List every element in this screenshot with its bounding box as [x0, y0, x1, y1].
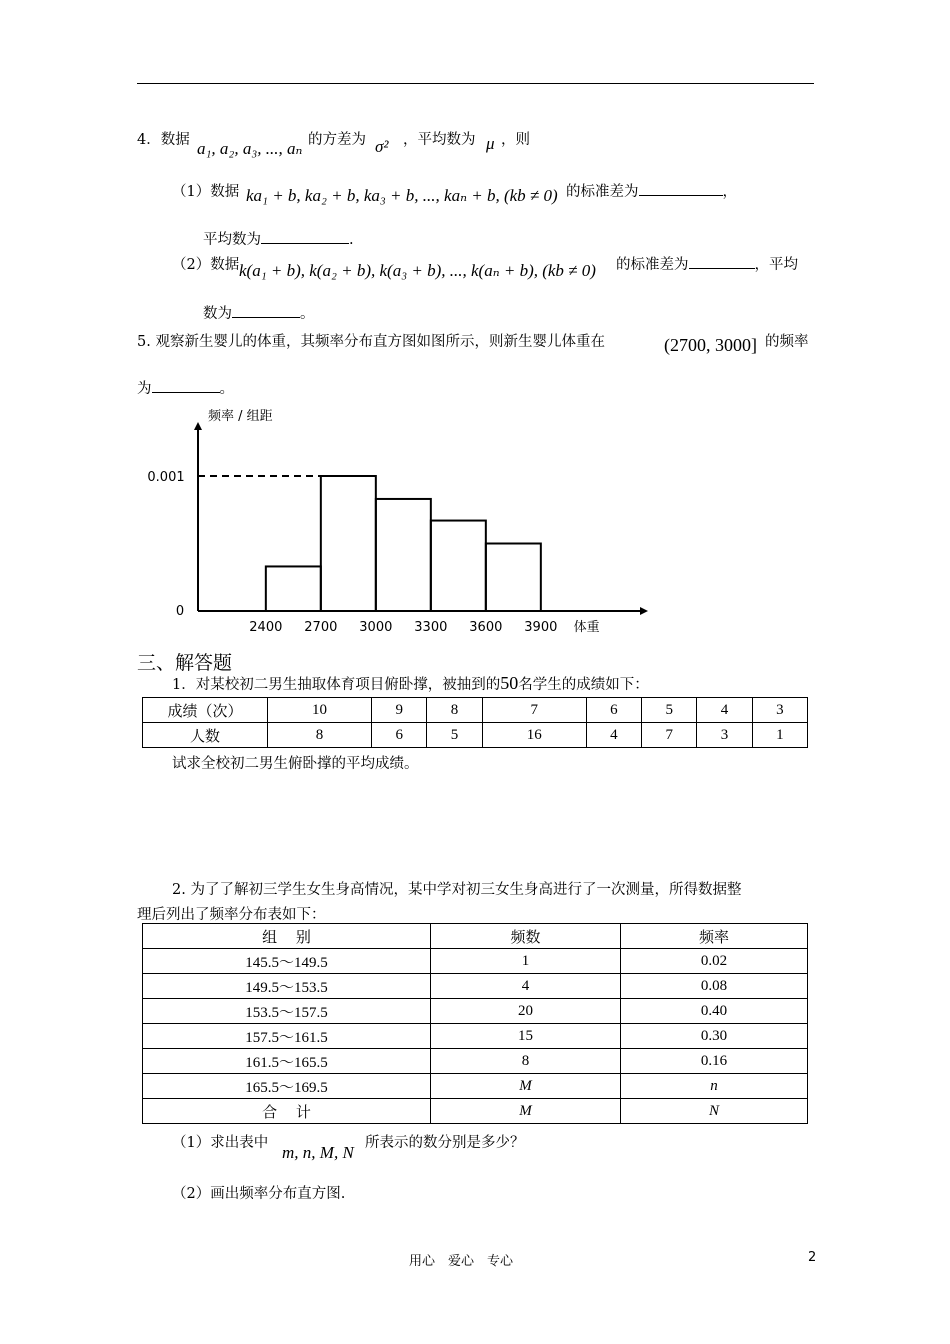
x-tick-label: 3000: [359, 620, 393, 635]
s1-question: 试求全校初二男生俯卧撑的平均成绩。: [172, 756, 419, 772]
table-row: [143, 974, 808, 999]
page-number: 2: [808, 1250, 817, 1265]
y-tick-label: 0: [175, 604, 185, 619]
table-cell: 16: [482, 723, 586, 748]
q4-number: 4．: [137, 132, 161, 148]
frequency-histogram: [130, 400, 670, 640]
table-cell: 成绩（次）: [143, 698, 268, 723]
table-cell: 8: [268, 723, 372, 748]
table-cell: 9: [372, 698, 427, 723]
q4-part1-expr: ka₁ + b, ka₂ + b, ka₃ + b, ..., kaₙ + b, (kb ≠ 0): [246, 186, 558, 205]
q5-interval: (2700, 3000]: [664, 335, 757, 355]
table-cell: 4: [697, 698, 752, 723]
table-cell: 5: [427, 723, 482, 748]
height-frequency-table: [142, 923, 808, 1124]
q4-sigma: σ²: [375, 137, 389, 156]
footer-motto: 用心 爱心 专心: [409, 1254, 514, 1269]
s2-question1-b: 所表示的数分别是多少？: [365, 1135, 525, 1151]
table-cell: 7: [642, 723, 697, 748]
q5-text: 5. 观察新生婴儿的体重，其频率分布直方图如图所示，则新生婴儿体重在: [137, 334, 605, 350]
q4-part2-label: （2）数据: [172, 257, 240, 273]
s2-intro-line2: 理后列出了频率分布表如下：: [137, 907, 326, 923]
q4-part2-expr: k(a₁ + b), k(a₂ + b), k(a₃ + b), ..., k(aₙ + b), (kb ≠ 0): [239, 261, 596, 280]
table-cell: 8: [427, 698, 482, 723]
table-cell: n: [621, 1074, 808, 1099]
table-cell: M: [431, 1074, 621, 1099]
table-cell: 1: [431, 949, 621, 974]
table-cell: 人数: [143, 723, 268, 748]
table-cell: 4: [586, 723, 641, 748]
table-cell: 4: [431, 974, 621, 999]
q4-part2-mean: 数为 。: [203, 302, 315, 323]
table-row: [143, 1074, 808, 1099]
histogram-bar: [321, 476, 376, 611]
table-cell: 145.5～149.5: [143, 949, 431, 974]
table-cell: 8: [431, 1049, 621, 1074]
table-row: [143, 999, 808, 1024]
q4-line1: [137, 128, 190, 149]
q4-part2-sd-blank[interactable]: [689, 254, 755, 269]
q4-part2-mean-blank[interactable]: [232, 303, 300, 318]
table-cell: 0.40: [621, 999, 808, 1024]
y-axis-label: 频率 / 组距: [208, 409, 273, 424]
table-row: [143, 723, 808, 748]
table-cell: 0.30: [621, 1024, 808, 1049]
table-cell: 6: [372, 723, 427, 748]
x-axis-label: 体重: [573, 620, 600, 635]
s1-intro: 1．对某校初二男生抽取体育项目俯卧撑，被抽到的50名学生的成绩如下：: [172, 673, 649, 693]
table-cell: 7: [482, 698, 586, 723]
q5-blank[interactable]: [152, 378, 220, 393]
table-row: [143, 698, 808, 723]
s2-question1-vars: m, n, M, N: [282, 1143, 354, 1162]
histogram-bar: [376, 499, 431, 611]
histogram-bar: [486, 544, 541, 612]
y-axis-arrow: [194, 422, 202, 430]
q4-part1-label: （1）数据: [172, 184, 240, 200]
table-cell: 6: [586, 698, 641, 723]
table-cell: 165.5～169.5: [143, 1074, 431, 1099]
q4-mu: μ: [486, 134, 495, 153]
x-tick-label: 3600: [469, 620, 503, 635]
x-tick-label: 3900: [524, 620, 558, 635]
table-cell: 157.5～161.5: [143, 1024, 431, 1049]
s2-intro-line1: 2. 为了了解初三学生女生身高情况，某中学对初三女生身高进行了一次测量，所得数据整: [172, 882, 742, 898]
table-cell: 3: [697, 723, 752, 748]
column-header: 频数: [431, 924, 621, 949]
table-header-row: [143, 924, 808, 949]
table-cell: 0.16: [621, 1049, 808, 1074]
table-cell: 1: [752, 723, 807, 748]
section-title: 三、解答题: [137, 652, 233, 674]
table-row: [143, 1024, 808, 1049]
header-rule: [137, 83, 814, 84]
q5-line2: 为 。: [137, 377, 234, 398]
s2-question1-a: （1）求出表中: [172, 1135, 269, 1151]
column-header: 组 别: [143, 924, 431, 949]
histogram-bar: [431, 521, 486, 611]
table-cell: 0.08: [621, 974, 808, 999]
q4-sequence: a₁, a₂, a₃, ..., aₙ: [197, 139, 303, 158]
q4-lead: 数据: [160, 132, 190, 148]
q4-part1-sd: 的标准差为 ，: [566, 180, 737, 201]
x-tick-label: 2400: [249, 620, 283, 635]
q4-part1-mean: 平均数为 .: [203, 228, 354, 249]
table-cell: 0.02: [621, 949, 808, 974]
q5-tail: 的频率: [765, 334, 809, 350]
table-cell: 10: [268, 698, 372, 723]
x-axis-arrow: [640, 607, 648, 615]
q4-part1-sd-blank[interactable]: [639, 181, 723, 196]
table-cell: 149.5～153.5: [143, 974, 431, 999]
x-tick-label: 2700: [304, 620, 338, 635]
q4-mean-text: ，平均数为: [403, 132, 476, 148]
q4-part2-sd: 的标准差为 ，平均: [616, 253, 798, 274]
q4-part1-mean-blank[interactable]: [261, 229, 349, 244]
histogram-bar: [266, 566, 321, 611]
table-row: [143, 1049, 808, 1074]
table-cell: 合 计: [143, 1099, 431, 1124]
table-total-row: [143, 1099, 808, 1124]
q4-then: ，则: [501, 132, 530, 148]
table-cell: M: [431, 1099, 621, 1124]
table-cell: 153.5～157.5: [143, 999, 431, 1024]
s2-question2: （2）画出频率分布直方图.: [172, 1186, 346, 1202]
table-cell: 161.5～165.5: [143, 1049, 431, 1074]
table-cell: 15: [431, 1024, 621, 1049]
table-cell: N: [621, 1099, 808, 1124]
table-cell: 5: [642, 698, 697, 723]
table-cell: 3: [752, 698, 807, 723]
q4-variance-text: 的方差为: [308, 132, 366, 148]
column-header: 频率: [621, 924, 808, 949]
s1-sample-size: 50: [500, 673, 519, 693]
pushup-table: [142, 697, 808, 748]
table-row: [143, 949, 808, 974]
y-tick-label: 0.001: [147, 470, 185, 485]
table-cell: 20: [431, 999, 621, 1024]
x-tick-label: 3300: [414, 620, 448, 635]
